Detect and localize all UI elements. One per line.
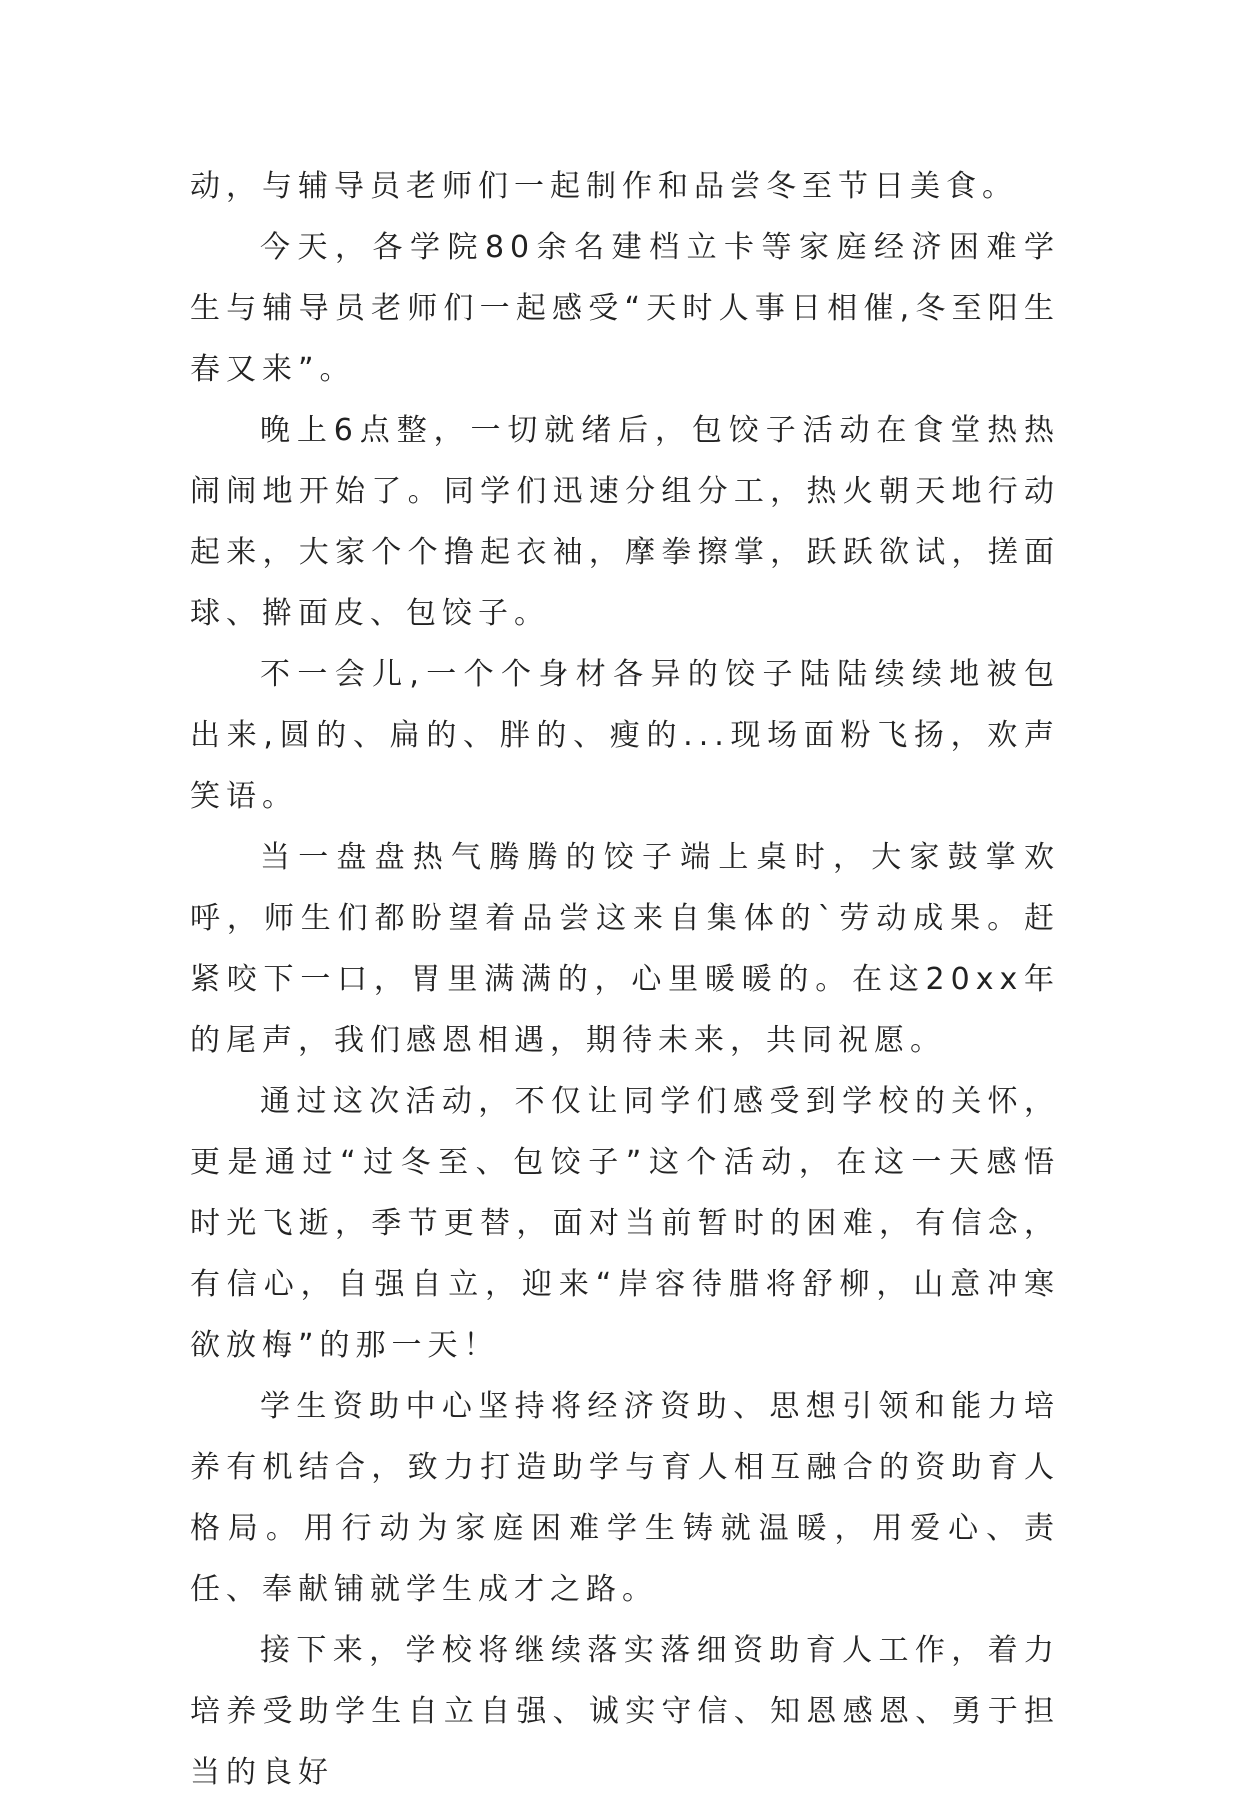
paragraph: 接下来，学校将继续落实落细资助育人工作，着力培养受助学生自立自强、诚实守信、知恩感恩、勇于担当的良好 [190,1633,1060,1790]
paragraph: 当一盘盘热气腾腾的饺子端上桌时，大家鼓掌欢呼，师生们都盼望着品尝这来自集体的`劳动成果。赶紧咬下一口，胃里满满的，心里暖暖的。在这20xx年的尾声，我们感恩相遇，期待未来，共同祝愿。 [190,840,1060,1058]
paragraph-continuation: 动，与辅导员老师们一起制作和品尝冬至节日美食。 [190,169,1018,204]
paragraph: 今天，各学院80余名建档立卡等家庭经济困难学生与辅导员老师们一起感受“天时人事日相催,冬至阳生春又来”。 [190,230,1060,387]
paragraph: 不一会儿,一个个身材各异的饺子陆陆续续地被包出来,圆的、扁的、胖的、瘦的...现场面粉飞扬，欢声笑语。 [190,657,1060,814]
paragraph: 学生资助中心坚持将经济资助、思想引领和能力培养有机结合，致力打造助学与育人相互融合的资助育人格局。用行动为家庭困难学生铸就温暖，用爱心、责任、奉献铺就学生成才之路。 [190,1389,1060,1607]
document-body [190,156,1060,1803]
paragraph: 晚上6点整，一切就绪后，包饺子活动在食堂热热闹闹地开始了。同学们迅速分组分工，热火朝天地行动起来，大家个个撸起衣袖，摩拳擦掌，跃跃欲试，搓面球、擀面皮、包饺子。 [190,413,1060,631]
paragraph: 通过这次活动，不仅让同学们感受到学校的关怀，更是通过“过冬至、包饺子”这个活动，在这一天感悟时光飞逝，季节更替，面对当前暂时的困难，有信念，有信心，自强自立，迎来“岸容待腊将舒柳，山意冲寒欲放梅”的那一天！ [190,1084,1060,1363]
